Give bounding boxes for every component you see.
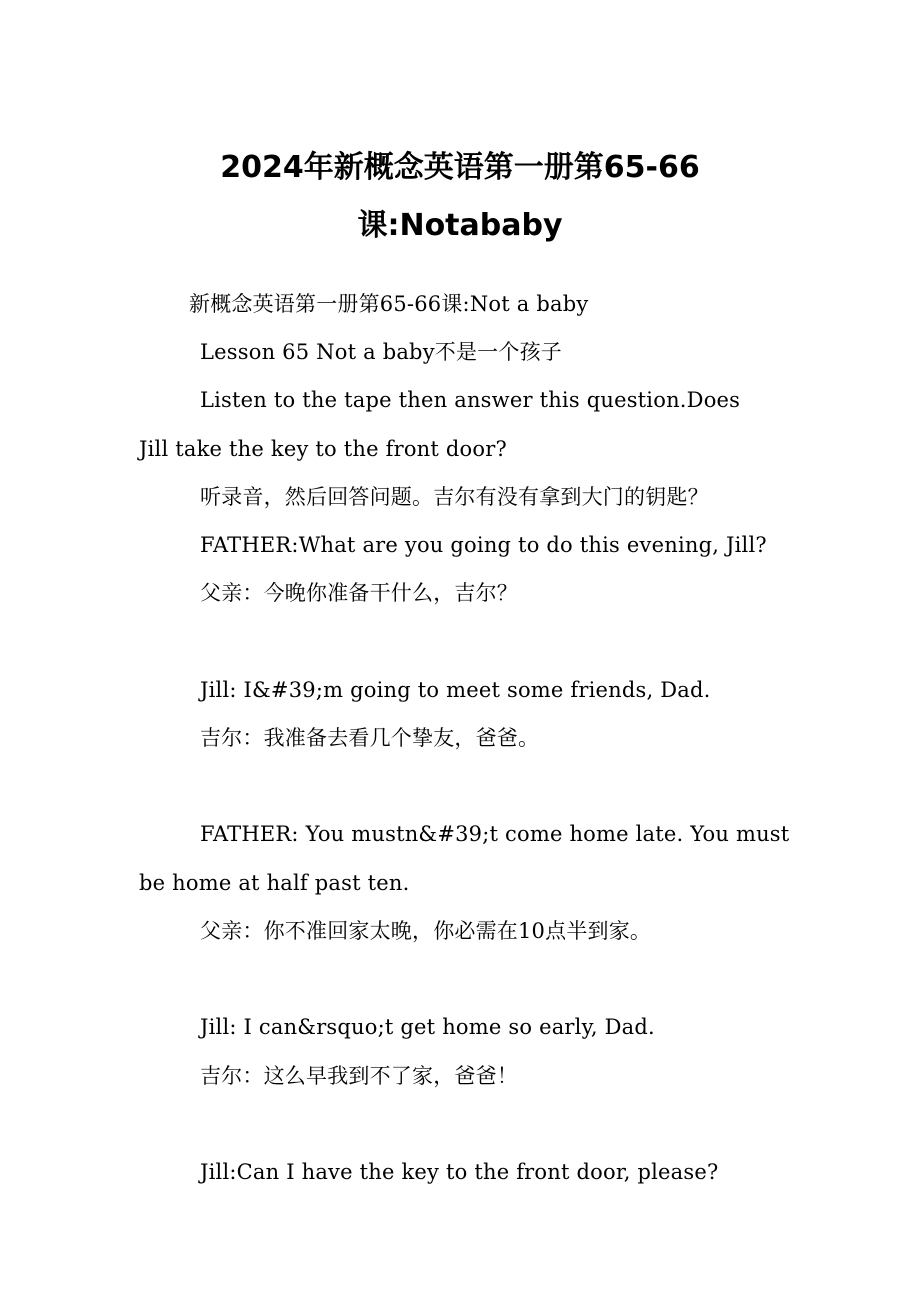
dialogue-translation: 吉尔：我准备去看几个挚友，爸爸。 [200, 726, 540, 750]
dialogue-line: Jill: I can&rsquo;t get home so early, Dad. [200, 1015, 655, 1039]
dialogue-line: Jill: I&#39;m going to meet some friends, Dad. [200, 678, 711, 702]
question-translation: 听录音，然后回答问题。吉尔有没有拿到大门的钥匙？ [200, 485, 709, 509]
lesson-heading: Lesson 65 Not a baby不是一个孩子 [200, 340, 562, 364]
dialogue-translation: 父亲：今晚你准备干什么，吉尔？ [200, 581, 518, 605]
document-title-line-1: 2024年新概念英语第一册第65-66 [220, 150, 700, 185]
dialogue-line: FATHER: You mustn&#39;t come home late. You must [200, 822, 790, 846]
intro-line: 新概念英语第一册第65-66课:Not a baby [189, 292, 589, 316]
document-title-line-2: 课:Notababy [357, 208, 563, 243]
question-line-2: Jill take the key to the front door? [139, 437, 507, 461]
dialogue-line: FATHER:What are you going to do this evening, Jill? [200, 533, 767, 557]
dialogue-line-continued: be home at half past ten. [139, 871, 410, 895]
dialogue-translation: 吉尔：这么早我到不了家，爸爸！ [200, 1064, 518, 1088]
dialogue-translation: 父亲：你不准回家太晚，你必需在10点半到家。 [200, 919, 652, 943]
dialogue-line: Jill:Can I have the key to the front door, please? [200, 1160, 719, 1184]
question-line-1: Listen to the tape then answer this question.Does [200, 388, 741, 412]
